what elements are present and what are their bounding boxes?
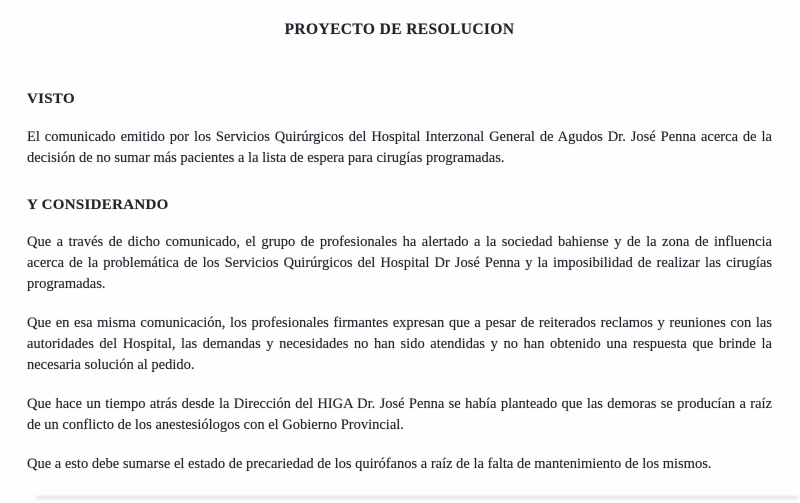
document-title: PROYECTO DE RESOLUCION — [284, 21, 515, 38]
section-heading-considerando: Y CONSIDERANDO — [27, 197, 169, 213]
section-heading-visto: VISTO — [27, 91, 75, 107]
considerando-paragraph-4: Que a esto debe sumarse el estado de precariedad de los quirófanos a raíz de la falta de mantenimiento de los mismos. — [27, 456, 712, 472]
considerando-paragraph-2: Que en esa misma comunicación, los profesionales firmantes expresan que a pesar de reiterados reclamos y reuniones con las autoridades del Hospital, las demandas y necesidades no han sido atendidas y no han obtenido una respuesta que brinde la necesaria solución al pedido. — [27, 315, 772, 373]
visto-paragraph: El comunicado emitido por los Servicios Quirúrgicos del Hospital Interzonal General de Agudos Dr. José Penna acerca de la decisión de no sumar más pacientes a la lista de espera para cirugías programadas. — [27, 129, 772, 166]
considerando-paragraph-3: Que hace un tiempo atrás desde la Dirección del HIGA Dr. José Penna se había planteado que las demoras se producían a raíz de un conflicto de los anestesiólogos con el Gobierno Provincial. — [27, 396, 772, 433]
scan-artifact-line — [36, 496, 798, 499]
considerando-paragraph-1: Que a través de dicho comunicado, el grupo de profesionales ha alertado a la sociedad bahiense y de la zona de influencia acerca de la problemática de los Servicios Quirúrgicos del Hospital Dr José Penna y la imposibilidad de realizar las cirugías programadas. — [27, 234, 772, 292]
document-content — [27, 21, 772, 475]
